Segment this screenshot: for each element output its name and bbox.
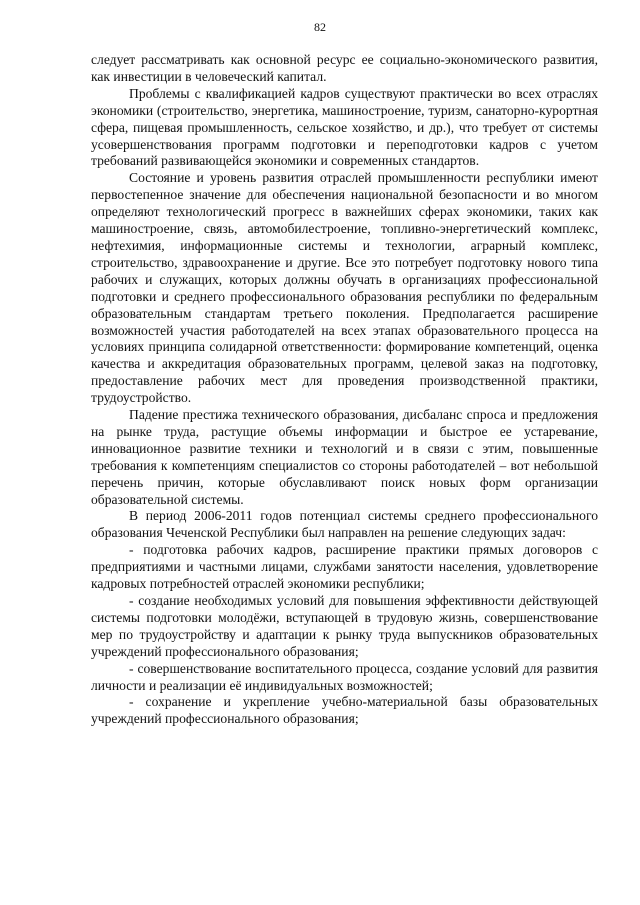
paragraph: Проблемы с квалификацией кадров существуют практически во всех отраслях экономики (строительство, энергетика, машиностроение, туризм, санаторно-курортная сфера, пищевая промышленность, сельское хозяйство, и др.), что требует от системы усовершенствования программ подготовки и переподготовки кадров с учетом требований развивающейся экономики и современных стандартов.: [91, 85, 598, 169]
document-body: [91, 52, 598, 728]
list-item: - подготовка рабочих кадров, расширение практики прямых договоров с предприятиями и частными лицами, службами занятости населения, удовлетворение кадровых потребностей отраслей экономики республики;: [91, 542, 598, 592]
paragraph: В период 2006-2011 годов потенциал системы среднего профессионального образования Чеченской Республики был направлен на решение следующих задач:: [91, 508, 598, 541]
paragraph: Падение престижа технического образования, дисбаланс спроса и предложения на рынке труда, растущие объемы информации и быстрое ее устаревание, инновационное развитие техники и технологий и в связи с этим, повышенные требования к компетенциям специалистов со стороны работодателей – вот небольшой перечень причин, которые обуславливают поиск новых форм организации образовательной системы.: [91, 407, 598, 507]
page-number: 82: [314, 20, 326, 34]
list-item: - создание необходимых условий для повышения эффективности действующей системы подготовки молодёжи, вступающей в трудовую жизнь, совершенствование мер по трудоустройству и адаптации к рынку труда выпускников образовательных учреждений профессионального образования;: [91, 593, 598, 659]
list-item: - сохранение и укрепление учебно-материальной базы образовательных учреждений профессионального образования;: [91, 694, 598, 727]
paragraph: Состояние и уровень развития отраслей промышленности республики имеют первостепенное значение для обеспечения национальной безопасности и во многом определяют технологический прогресс в важнейших сферах экономики, таких как машиностроение, связь, автомобилестроение, топливно-энергетический комплекс, нефтехимия, информационные системы и технологии, аграрный комплекс, строительство, здравоохранение и другие. Все это потребует подготовку нового типа рабочих и служащих, которых должны обучать в организациях профессиональной подготовки и среднего профессионального образования республики по федеральным образовательным стандартам третьего поколения. Предполагается расширение возможностей участия работодателей на всех этапах образовательного процесса на условиях принципа солидарной ответственности: формирование компетенций, оценка качества и аккредитация образовательных программ, целевой заказ на подготовку, предоставление рабочих мест для проведения производственной практики, трудоустройство.: [91, 170, 598, 406]
list-item: - совершенствование воспитательного процесса, создание условий для развития личности и реализации её индивидуальных возможностей;: [91, 660, 598, 693]
paragraph: следует рассматривать как основной ресурс ее социально-экономического развития, как инвестиции в человеческий капитал.: [91, 52, 598, 84]
